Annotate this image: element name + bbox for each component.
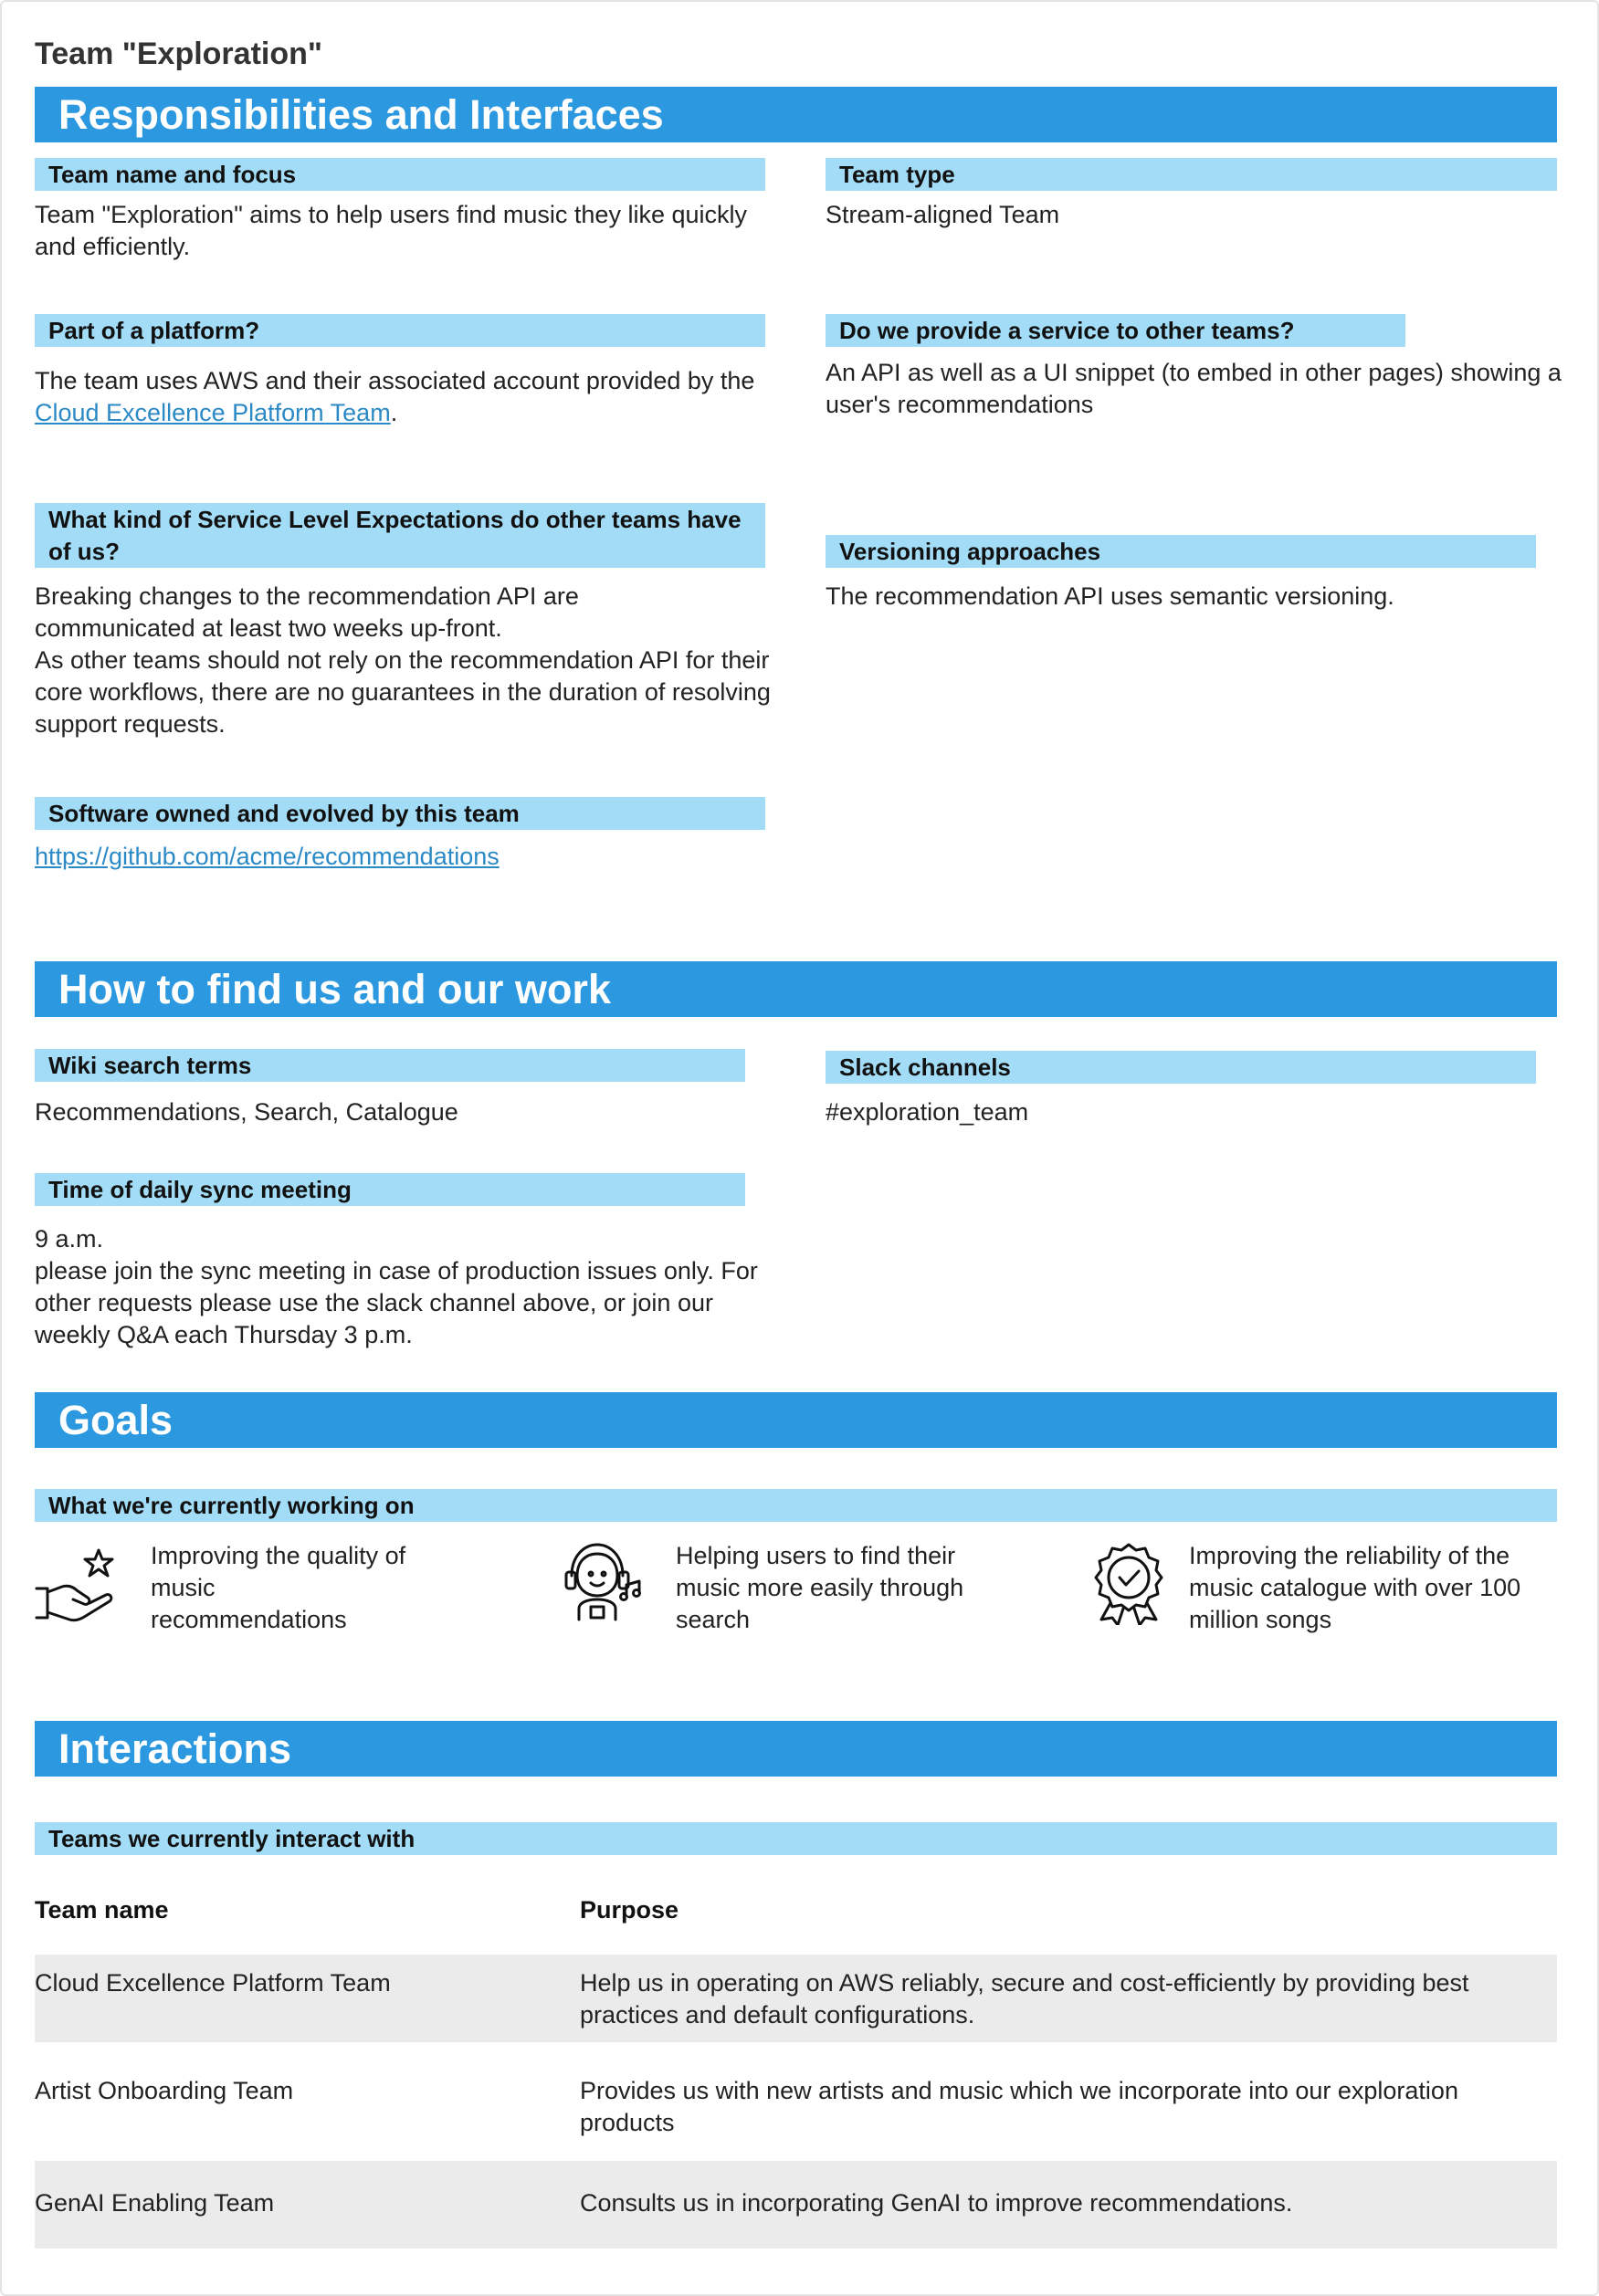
sync-time: 9 a.m. — [35, 1225, 104, 1253]
text-team-name-focus: Team "Exploration" aims to help users find music they like quickly and efficiently. — [35, 201, 747, 260]
column-header-team-name: Team name — [35, 1896, 169, 1924]
team-name-cell: GenAI Enabling Team — [35, 2189, 275, 2217]
text-part-of-platform — [35, 365, 784, 429]
text-versioning: The recommendation API uses semantic versioning. — [826, 582, 1394, 610]
page-title: Team "Exploration" — [35, 37, 322, 71]
label-currently-working-on: What we're currently working on — [35, 1489, 1557, 1522]
label-versioning: Versioning approaches — [826, 535, 1536, 568]
label-daily-sync: Time of daily sync meeting — [35, 1173, 745, 1206]
label-service-level-expectations: What kind of Service Level Expectations do other teams have of us? — [35, 503, 765, 568]
label-part-of-platform: Part of a platform? — [35, 314, 765, 347]
column-header-purpose: Purpose — [580, 1896, 679, 1924]
label-software-owned: Software owned and evolved by this team — [35, 797, 765, 830]
label-team-type: Team type — [826, 158, 1557, 191]
hand-star-icon — [33, 1543, 117, 1627]
headphones-person-icon — [561, 1539, 645, 1623]
quality-badge-icon — [1087, 1541, 1171, 1625]
section-heading-interactions: Interactions — [35, 1721, 1557, 1777]
label-wiki-search-terms: Wiki search terms — [35, 1049, 745, 1082]
text-slack-channels: #exploration_team — [826, 1098, 1029, 1126]
goal-text-2: Helping users to find their music more easily through search — [676, 1542, 964, 1633]
team-name-cell: Artist Onboarding Team — [35, 2077, 294, 2104]
text-team-type: Stream-aligned Team — [826, 201, 1060, 228]
section-heading-goals: Goals — [35, 1392, 1557, 1448]
sle-text-2: As other teams should not rely on the recommendation API for their core workflows, there are no guarantees in the duration of resolving support requests. — [35, 646, 771, 738]
goal-text-3: Improving the reliability of the music catalogue with over 100 million songs — [1189, 1542, 1521, 1633]
table-row — [35, 2161, 1557, 2249]
text-provide-service: An API as well as a UI snippet (to embed in other pages) showing a user's recommendations — [826, 359, 1562, 418]
text-daily-sync — [35, 1223, 793, 1351]
software-repo-link[interactable]: https://github.com/acme/recommendations — [35, 843, 500, 870]
purpose-cell: Provides us with new artists and music which we incorporate into our exploration products — [580, 2077, 1458, 2136]
software-repo-link-wrap — [35, 841, 500, 873]
text-wiki-search-terms: Recommendations, Search, Catalogue — [35, 1098, 458, 1126]
goal-text-1: Improving the quality of music recommendations — [151, 1542, 406, 1633]
sync-note: please join the sync meeting in case of production issues only. For other requests please use the slack channel above, or join our weekly Q&A each Thursday 3 p.m. — [35, 1257, 758, 1348]
cloud-excellence-platform-link[interactable]: Cloud Excellence Platform Team — [35, 399, 391, 426]
label-slack-channels: Slack channels — [826, 1051, 1536, 1084]
platform-text-after: . — [390, 399, 398, 426]
purpose-cell: Help us in operating on AWS reliably, secure and cost-efficiently by providing best practices and default configurations. — [580, 1969, 1469, 2029]
team-name-cell: Cloud Excellence Platform Team — [35, 1969, 391, 1997]
label-provide-service: Do we provide a service to other teams? — [826, 314, 1405, 347]
label-team-name-focus: Team name and focus — [35, 158, 765, 191]
table-row — [35, 2062, 1557, 2150]
section-heading-responsibilities: Responsibilities and Interfaces — [35, 87, 1557, 142]
text-service-level-expectations — [35, 581, 784, 740]
platform-text-before: The team uses AWS and their associated account provided by the — [35, 367, 755, 394]
table-row — [35, 1955, 1557, 2042]
label-teams-interact: Teams we currently interact with — [35, 1822, 1557, 1855]
sle-text-1: Breaking changes to the recommendation API are communicated at least two weeks up-front. — [35, 582, 579, 642]
purpose-cell: Consults us in incorporating GenAI to improve recommendations. — [580, 2189, 1293, 2217]
section-heading-find-us: How to find us and our work — [35, 961, 1557, 1017]
